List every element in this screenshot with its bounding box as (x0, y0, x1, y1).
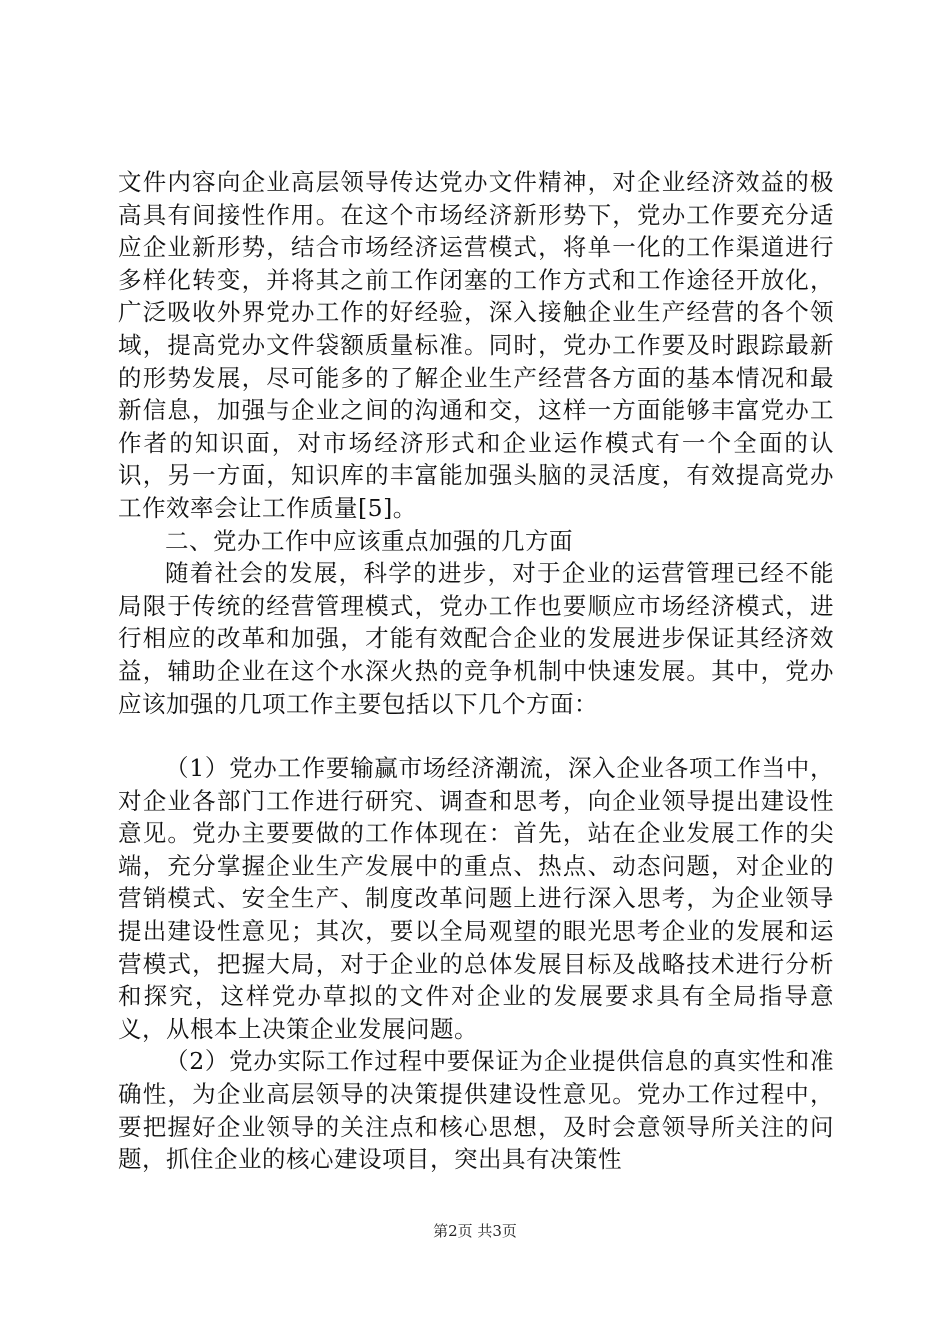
body-paragraph-continued: 文件内容向企业高层领导传达党办文件精神，对企业经济效益的极高具有间接性作用。在这个市场经济新形势下，党办工作要充分适应企业新形势，结合市场经济运营模式，将单一化的工作渠道进行多样化转变，并将其之前工作闭塞的工作方式和工作途径开放化，广泛吸收外界党办工作的好经验，深入接触企业生产经营的各个领域，提高党办文件袋额质量标准。同时，党办工作要及时跟踪最新的形势发展，尽可能多的了解企业生产经营各方面的基本情况和最新信息，加强与企业之间的沟通和交，这样一方面能够丰富党办工作者的知识面，对市场经济形式和企业运作模式有一个全面的认识，另一方面，知识库的丰富能加强头脑的灵活度，有效提高党办工作效率会让工作质量[5]。 (118, 168, 834, 522)
page-footer: 第2页 共3页 (433, 1222, 517, 1240)
section-heading: 二、党办工作中应该重点加强的几方面 (165, 526, 573, 555)
body-paragraph-intro: 随着社会的发展，科学的进步，对于企业的运营管理已经不能局限于传统的经营管理模式，党办工作也要顺应市场经济模式，进行相应的改革和加强，才能有效配合企业的发展进步保证其经济效益，辅助企业在这个水深火热的竞争机制中快速发展。其中，党办应该加强的几项工作主要包括以下几个方面： (118, 559, 834, 718)
list-item-1: （1）党办工作要输赢市场经济潮流，深入企业各项工作当中，对企业各部门工作进行研究、调查和思考，向企业领导提出建设性意见。党办主要要做的工作体现在：首先，站在企业发展工作的尖端，充分掌握企业生产发展中的重点、热点、动态问题，对企业的营销模式、安全生产、制度改革问题上进行深入思考，为企业领导提出建设性意见；其次，要以全局观望的眼光思考企业的发展和运营模式，把握大局，对于企业的总体发展目标及战略技术进行分析和探究，这样党办草拟的文件对企业的发展要求具有全局指导意义，从根本上决策企业发展问题。 (118, 754, 834, 1043)
document-body (118, 166, 834, 1176)
list-item-2: （2）党办实际工作过程中要保证为企业提供信息的真实性和准确性，为企业高层领导的决策提供建设性意见。党办工作过程中，要把握好企业领导的关注点和核心思想，及时会意领导所关注的问题，抓住企业的核心建设项目，突出具有决策性 (118, 1047, 834, 1174)
